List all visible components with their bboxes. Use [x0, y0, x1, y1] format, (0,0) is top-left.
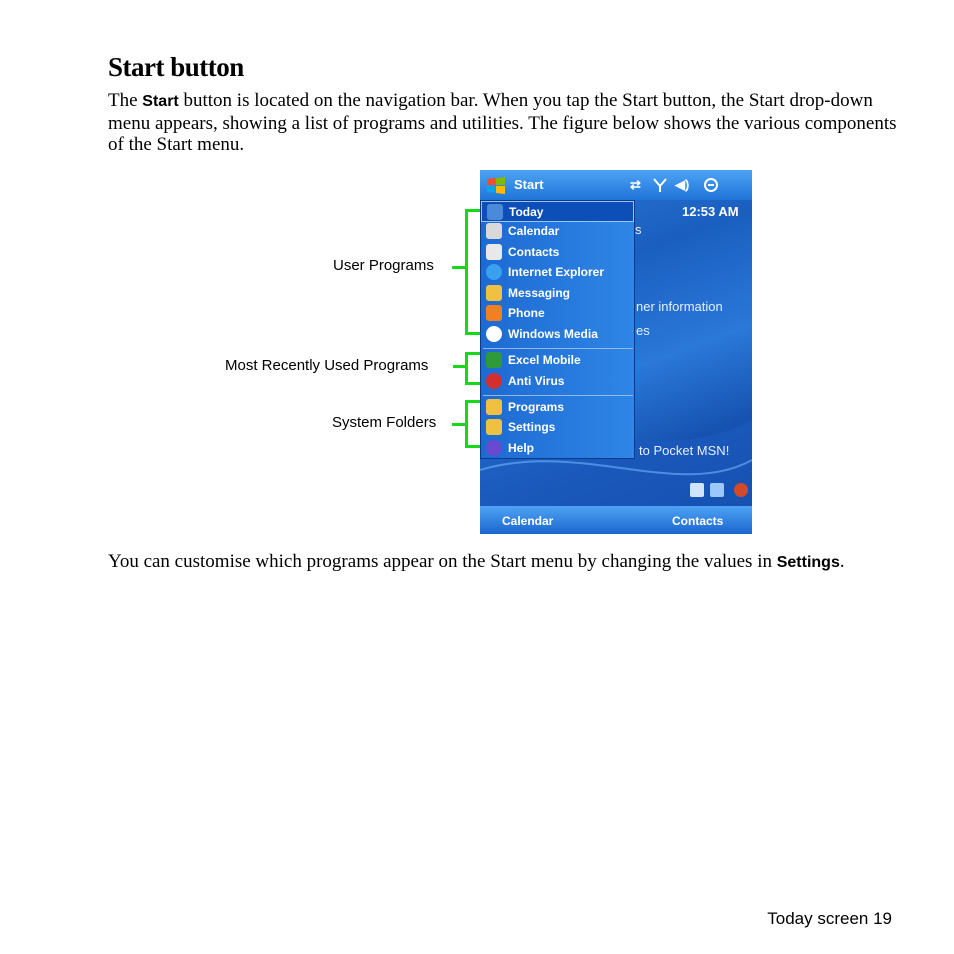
- bracket-system: [465, 400, 468, 448]
- today-pocket-msn[interactable]: to Pocket MSN!: [639, 443, 730, 458]
- navigation-bar[interactable]: [480, 170, 752, 200]
- contacts-icon: [486, 244, 502, 260]
- menu-item-excel-mobile[interactable]: [481, 350, 634, 371]
- bracket-user-programs: [465, 209, 468, 335]
- softkey-left[interactable]: Calendar: [502, 514, 554, 528]
- sync-icon[interactable]: ⇄: [630, 177, 641, 192]
- bracket-tick: [465, 352, 481, 355]
- programs-folder-icon: [486, 399, 502, 415]
- callout-user-programs: User Programs: [333, 257, 434, 274]
- page-footer: Today screen 19: [767, 909, 892, 928]
- menu-label: Contacts: [508, 245, 560, 259]
- menu-item-programs[interactable]: [481, 397, 634, 418]
- internet-explorer-icon: [486, 264, 502, 280]
- menu-label: Phone: [508, 306, 545, 320]
- windows-media-icon: [486, 326, 502, 342]
- menu-item-anti-virus[interactable]: [481, 371, 634, 392]
- tray-device-icon[interactable]: [690, 483, 704, 497]
- intro-text-1: The: [108, 90, 143, 111]
- menu-label: Programs: [508, 400, 565, 414]
- pocketpc-screenshot: [480, 170, 752, 534]
- page-heading: Start button: [108, 52, 244, 82]
- today-text-fragment: es: [636, 323, 650, 338]
- intro-text-2: button is located on the navigation bar. When you tap the Start button, the Start drop-down menu appears, showing a list of programs and utilities. The figure below shows the various components of the Start menu.: [108, 90, 897, 155]
- bracket-tick: [465, 445, 481, 448]
- menu-label: Calendar: [508, 224, 560, 238]
- start-menu: [480, 200, 635, 459]
- excel-icon: [486, 352, 502, 368]
- menu-separator: [483, 395, 633, 396]
- menu-label: Messaging: [508, 286, 571, 300]
- menu-item-windows-media[interactable]: [481, 324, 634, 345]
- help-icon: [486, 440, 502, 456]
- settings-keyword: Settings: [776, 554, 840, 571]
- softkey-bar: [480, 506, 752, 534]
- outro-paragraph: [108, 551, 898, 574]
- outro-text-2: .: [839, 551, 845, 572]
- today-owner-information[interactable]: ner information: [636, 299, 723, 314]
- tray-bluetooth-off-icon[interactable]: [734, 483, 748, 497]
- menu-label: Today: [509, 205, 544, 219]
- menu-item-calendar[interactable]: [481, 221, 634, 242]
- phone-icon: [486, 305, 502, 321]
- connectivity-icon[interactable]: [702, 177, 720, 193]
- menu-item-phone[interactable]: [481, 303, 634, 324]
- windows-logo-icon: [485, 175, 507, 195]
- bracket-mru: [465, 352, 468, 385]
- clock: 12:53 AM: [682, 204, 739, 219]
- menu-label: Windows Media: [508, 327, 598, 341]
- menu-label: Excel Mobile: [508, 353, 581, 367]
- today-icon: [487, 204, 503, 220]
- today-text-fragment: s: [635, 222, 642, 237]
- bracket-tick: [465, 400, 481, 403]
- menu-item-messaging[interactable]: [481, 283, 634, 304]
- start-keyword: Start: [142, 93, 179, 110]
- menu-label: Settings: [508, 420, 556, 434]
- menu-label: Internet Explorer: [508, 265, 605, 279]
- bracket-tick: [465, 332, 481, 335]
- menu-item-settings[interactable]: [481, 417, 634, 438]
- start-button[interactable]: Start: [514, 177, 544, 192]
- menu-item-help[interactable]: [481, 438, 634, 459]
- outro-text-1: You can customise which programs appear on the Start menu by changing the values in: [108, 551, 777, 572]
- bracket-tick: [465, 382, 481, 385]
- calendar-icon: [486, 223, 502, 239]
- menu-item-contacts[interactable]: [481, 242, 634, 263]
- menu-item-internet-explorer[interactable]: [481, 262, 634, 283]
- callout-system-folders: System Folders: [332, 414, 437, 431]
- settings-icon: [486, 419, 502, 435]
- volume-icon[interactable]: ◀︎): [675, 177, 690, 192]
- menu-item-today[interactable]: [481, 201, 634, 222]
- menu-label: Anti Virus: [508, 374, 565, 388]
- messaging-icon: [486, 285, 502, 301]
- signal-icon[interactable]: [652, 177, 668, 193]
- softkey-right[interactable]: Contacts: [672, 514, 724, 528]
- antivirus-icon: [486, 373, 502, 389]
- menu-separator: [483, 348, 633, 349]
- tray-network-icon[interactable]: [710, 483, 724, 497]
- intro-paragraph: [108, 90, 898, 156]
- bracket-tick: [465, 209, 481, 212]
- menu-label: Help: [508, 441, 535, 455]
- callout-mru-programs: Most Recently Used Programs: [225, 357, 429, 374]
